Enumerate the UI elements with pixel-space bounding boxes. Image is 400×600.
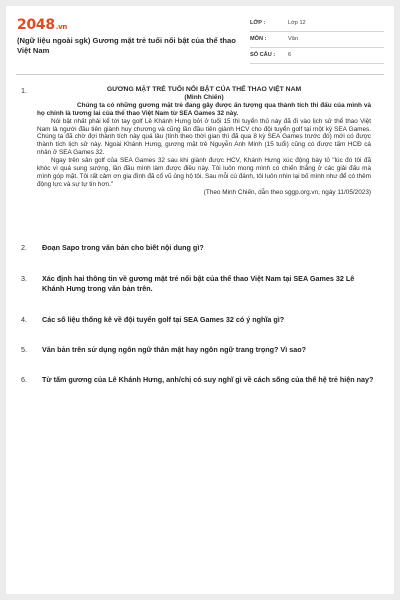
passage-source: (Theo Minh Chiến, dẫn theo sggp.org.vn, ngày 11/05/2023) — [203, 188, 371, 196]
meta-key: MÔN : — [250, 36, 267, 42]
question-text: Đoạn Sapo trong văn bản cho biết nội dung gì? — [42, 243, 204, 252]
question-number: 1. — [21, 86, 27, 95]
meta-table — [250, 16, 384, 64]
question-text: Xác định hai thông tin về gương mặt trẻ nổi bật của thể thao Việt Nam tại SEA Games 32 Lê Khánh Hưng trong văn bản trên. — [42, 274, 355, 293]
question-text: Văn bản trên sử dụng ngôn ngữ thân mật hay ngôn ngữ trang trọng? Vì sao? — [42, 345, 306, 354]
question-text: Các số liệu thống kê về đội tuyển golf tại SEA Games 32 có ý nghĩa gì? — [42, 315, 285, 324]
passage-paragraph: Ngay trên sân golf của SEA Games 32 sau khi giành được HCV, Khánh Hưng xúc động bày tỏ "lúc đó tôi đã khóc vì quá sung sướng, lần đầu mình làm được điều này. Tôi luôn mong mình có chiến thắng ở các giải đấu mà mình góp mặt. Tôi rất cảm ơn gia đình đã cổ vũ ủng hộ tôi. Sau mỗi cú đánh, tôi luôn nhìn lại bố mình như để có thêm động lực và sự tự tin hơn." — [37, 157, 371, 188]
passage-paragraph: Nói bật nhất phải kể tới tay golf Lê Khánh Hưng bởi ở tuổi 15 thì tuyển thủ này đã đi vào lịch sử thể thao Việt Nam là người đầu tiên giành huy chương và cũng lần đầu tiên giành HCV cho đội tuyển golf tại một kỳ SEA Games. Chúng ta đã chờ đợi thành tích này quá lâu (tính theo thời gian thì đã qua 8 kỳ SEA Games trước đó) mới có được thành tích lịch sử này. Ngoài Khánh Hưng, gương mặt trẻ Nguyễn Anh Minh (15 tuổi) cũng có được tấm HCĐ cá nhân ở SEA Games 32. — [37, 117, 371, 157]
meta-row-count — [250, 48, 384, 64]
meta-value: 6 — [288, 52, 292, 58]
header-divider — [16, 74, 384, 75]
question-number: 2. — [21, 243, 27, 252]
meta-key: SỐ CÂU : — [250, 52, 276, 58]
passage-sapo: Chúng ta có những gương mặt trẻ đang gây được ấn tượng qua thành tích thi đấu của mình và họ chính là tương lai của thể thao Việt Nam từ SEA Games 32 này. — [37, 101, 371, 117]
meta-row-class — [250, 16, 384, 32]
header — [6, 6, 394, 72]
logo-text: 2048 — [17, 17, 55, 33]
question-number: 6. — [21, 375, 27, 384]
logo-suffix: .vn — [55, 23, 68, 31]
meta-key: LỚP : — [250, 20, 266, 26]
meta-value: Văn — [288, 36, 298, 42]
meta-row-subject — [250, 32, 384, 48]
question-number: 5. — [21, 345, 27, 354]
question-number: 4. — [21, 315, 27, 324]
document-title: (Ngữ liệu ngoài sgk) Gương mặt trẻ tuổi nổi bật của thể thao Việt Nam — [17, 36, 236, 55]
question-number: 3. — [21, 274, 27, 283]
meta-value: Lớp 12 — [288, 20, 306, 26]
document-page — [6, 6, 394, 594]
site-logo[interactable] — [17, 17, 67, 33]
passage-author: (Minh Chiến) — [184, 93, 224, 101]
question-text: Từ tấm gương của Lê Khánh Hưng, anh/chị có suy nghĩ gì về cách sống của thế hệ trẻ hiện nay? — [42, 375, 374, 384]
passage-title: GƯƠNG MẶT TRẺ TUỔI NỔI BẬT CỦA THỂ THAO VIỆT NAM — [106, 86, 302, 93]
reading-passage — [37, 86, 371, 197]
